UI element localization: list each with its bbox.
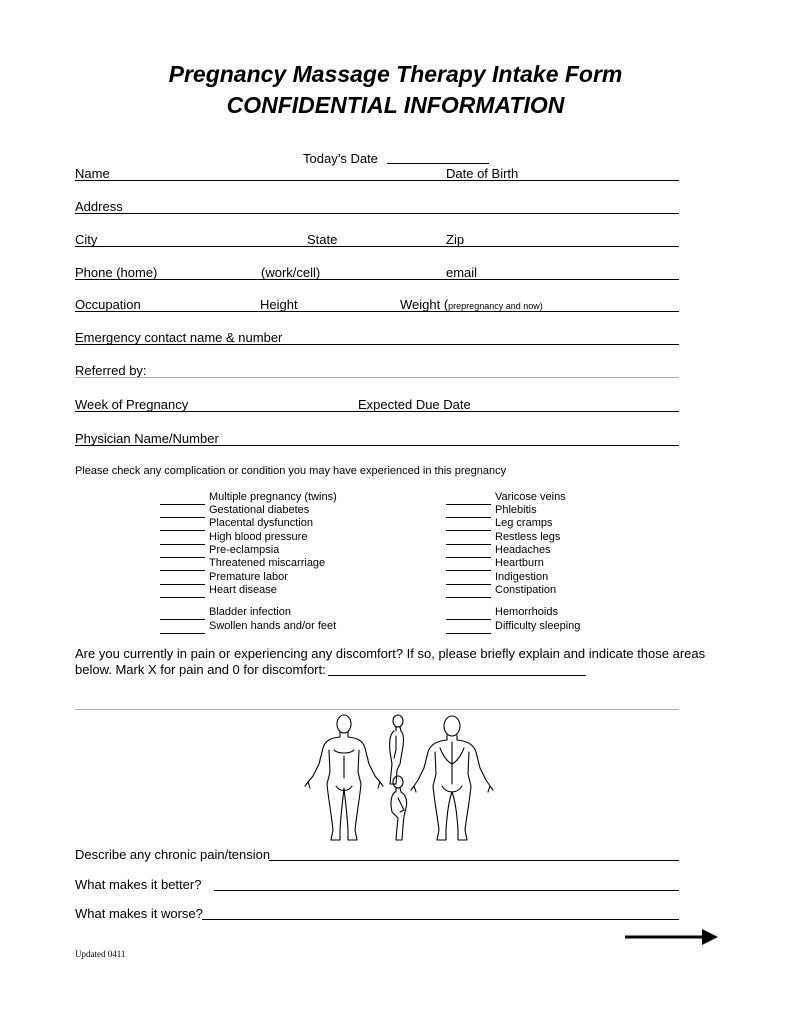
body-front-figure: [305, 715, 383, 840]
zip-label: Zip: [446, 232, 465, 247]
address-field[interactable]: [75, 213, 679, 214]
condition-label: High blood pressure: [209, 531, 308, 543]
physician-field[interactable]: [75, 445, 679, 446]
pain-question-line2: below. Mark X for pain and 0 for discomfort:: [75, 662, 326, 677]
name-label: Name: [75, 166, 110, 181]
checkbox-line[interactable]: [160, 557, 205, 571]
checkbox-line[interactable]: [160, 606, 205, 620]
condition-label: Swollen hands and/or feet: [209, 620, 337, 632]
todays-date-label: Today’s Date: [303, 151, 378, 166]
pain-question: [75, 646, 715, 678]
condition-label: Premature labor: [209, 571, 288, 583]
email-label: email: [446, 265, 478, 280]
condition-label: Pre-eclampsia: [209, 544, 280, 556]
address-label: Address: [75, 199, 123, 214]
emergency-label: Emergency contact name & number: [75, 330, 283, 345]
city-field[interactable]: [75, 246, 679, 247]
work-cell-label: (work/cell): [261, 265, 321, 280]
condition-label: Constipation: [495, 584, 557, 596]
better-label: What makes it better?: [75, 877, 202, 892]
physician-label: Physician Name/Number: [75, 431, 219, 446]
body-side-figure-bottom: [391, 776, 407, 840]
checkbox-line[interactable]: [160, 504, 205, 518]
emergency-field[interactable]: [75, 344, 679, 345]
body-side-figure-top: [390, 715, 404, 784]
checkbox-line[interactable]: [446, 620, 491, 634]
condition-label: Heart disease: [209, 584, 277, 596]
condition-label: Placental dysfunction: [209, 517, 313, 529]
condition-label: Phlebitis: [495, 504, 537, 516]
pain-explain-field[interactable]: [328, 675, 586, 676]
conditions-prompt: Please check any complication or condition you may have experienced in this pregnancy: [75, 465, 507, 477]
pain-question-line1: Are you currently in pain or experiencing any discomfort? If so, please briefly explain and indicate those areas: [75, 646, 706, 661]
checkbox-line[interactable]: [160, 584, 205, 598]
occupation-field[interactable]: [75, 311, 679, 312]
checkbox-line[interactable]: [446, 606, 491, 620]
condition-label: Multiple pregnancy (twins): [209, 491, 337, 503]
dob-label: Date of Birth: [446, 166, 519, 181]
checkbox-line[interactable]: [160, 531, 205, 545]
checkbox-line[interactable]: [446, 531, 491, 545]
checkbox-line[interactable]: [160, 517, 205, 531]
weight-note: prepregnancy and now): [448, 301, 543, 311]
condition-label: Gestational diabetes: [209, 504, 310, 516]
todays-date-field[interactable]: [387, 163, 489, 164]
next-page-arrow-icon: [624, 927, 720, 947]
checkbox-line[interactable]: [160, 544, 205, 558]
worse-label: What makes it worse?: [75, 906, 203, 921]
checkbox-line[interactable]: [446, 557, 491, 571]
checkbox-line[interactable]: [160, 571, 205, 585]
name-field[interactable]: [75, 180, 679, 181]
checkbox-line[interactable]: [446, 491, 491, 505]
condition-label: Restless legs: [495, 531, 561, 543]
describe-chronic-field[interactable]: [269, 860, 679, 861]
checkbox-line[interactable]: [446, 584, 491, 598]
pain-explain-line[interactable]: [75, 709, 679, 710]
better-field[interactable]: [214, 890, 679, 891]
weight-text: Weight (: [400, 297, 449, 312]
checkbox-line[interactable]: [446, 571, 491, 585]
state-label: State: [307, 232, 338, 247]
body-diagram[interactable]: [300, 712, 500, 844]
condition-label: Heartburn: [495, 557, 544, 569]
occupation-label: Occupation: [75, 297, 141, 312]
form-subtitle: CONFIDENTIAL INFORMATION: [226, 92, 565, 118]
city-label: City: [75, 232, 98, 247]
checkbox-line[interactable]: [446, 504, 491, 518]
describe-chronic-label: Describe any chronic pain/tension: [75, 847, 271, 862]
checkbox-line[interactable]: [446, 517, 491, 531]
checkbox-line[interactable]: [160, 620, 205, 634]
condition-label: Bladder infection: [209, 606, 291, 618]
week-field[interactable]: [75, 411, 679, 412]
condition-label: Headaches: [495, 544, 551, 556]
condition-label: Indigestion: [495, 571, 549, 583]
due-date-label: Expected Due Date: [358, 397, 471, 412]
referred-field[interactable]: [75, 377, 679, 378]
form-title: Pregnancy Massage Therapy Intake Form: [168, 61, 623, 87]
condition-label: Threatened miscarriage: [209, 557, 326, 569]
referred-label: Referred by:: [75, 363, 147, 378]
body-back-figure: [411, 716, 493, 840]
condition-label: Difficulty sleeping: [495, 620, 581, 632]
checkbox-line[interactable]: [160, 491, 205, 505]
phone-home-label: Phone (home): [75, 265, 158, 280]
condition-label: Hemorrhoids: [495, 606, 558, 618]
worse-field[interactable]: [202, 919, 679, 920]
condition-label: Varicose veins: [495, 491, 566, 503]
checkbox-line[interactable]: [446, 544, 491, 558]
height-label: Height: [260, 297, 298, 312]
condition-label: Leg cramps: [495, 517, 553, 529]
week-label: Week of Pregnancy: [75, 397, 189, 412]
phone-field[interactable]: [75, 279, 679, 280]
updated-note: Updated 0411: [75, 949, 126, 959]
